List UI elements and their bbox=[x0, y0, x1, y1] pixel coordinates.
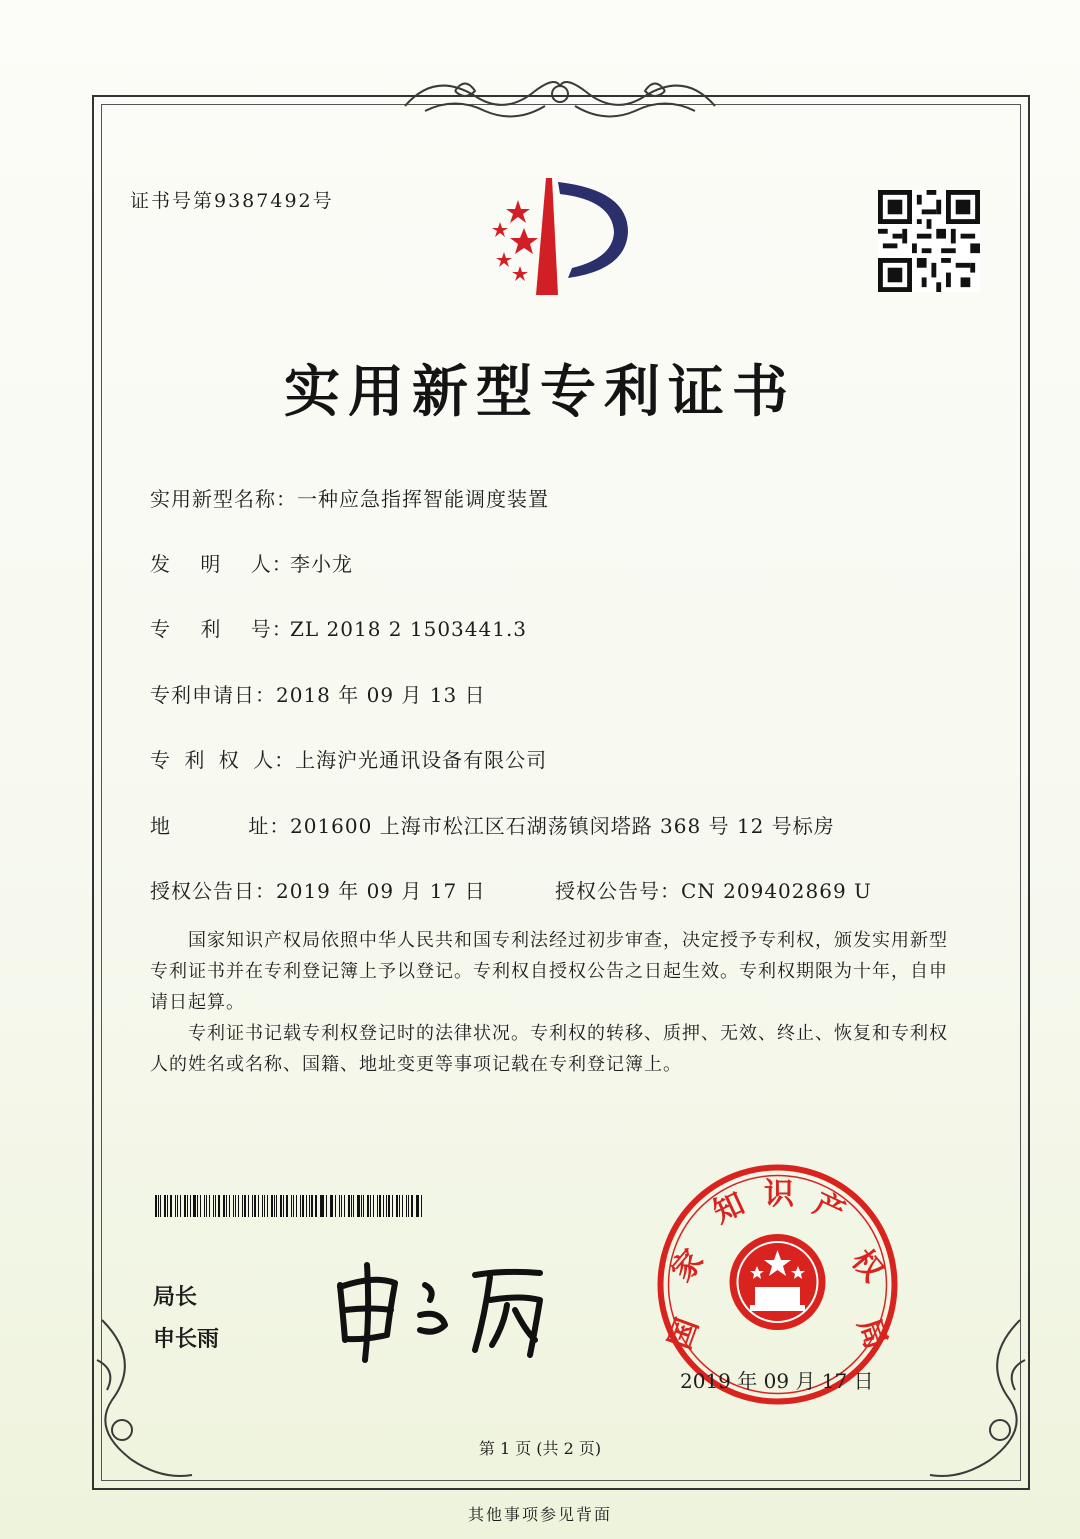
barcode-bar bbox=[248, 1195, 249, 1217]
barcode-bar bbox=[180, 1195, 182, 1217]
field-value: 李小龙 bbox=[290, 552, 353, 576]
corner-ornament-icon bbox=[920, 1300, 1040, 1500]
patent-number-field bbox=[150, 613, 527, 642]
svg-text:国: 国 bbox=[662, 1313, 706, 1354]
certificate-title: 实用新型专利证书 bbox=[284, 359, 796, 425]
barcode-bar bbox=[193, 1195, 195, 1217]
field-value: ZL 2018 2 1503441.3 bbox=[290, 617, 528, 641]
field-label: 专 利 号： bbox=[150, 617, 293, 641]
barcode-bar bbox=[341, 1195, 343, 1217]
signatory-title: 局长 bbox=[153, 1285, 198, 1310]
svg-text:权: 权 bbox=[844, 1243, 891, 1289]
barcode-bar bbox=[229, 1195, 230, 1217]
field-label: 专 利 权 人： bbox=[150, 748, 296, 772]
barcode-bar bbox=[267, 1195, 268, 1217]
barcode-bar bbox=[361, 1195, 362, 1217]
field-value: 2018 年 09 月 13 日 bbox=[276, 683, 486, 707]
barcode-bar bbox=[160, 1195, 161, 1217]
barcode bbox=[155, 1195, 425, 1217]
signatory-name: 申长雨 bbox=[153, 1327, 220, 1352]
field-label: 地 址： bbox=[150, 814, 291, 838]
barcode-bar bbox=[233, 1195, 235, 1217]
seal-date: 2019 年 09 月 17 日 bbox=[680, 1369, 874, 1393]
barcode-bar bbox=[330, 1195, 331, 1217]
barcode-bar bbox=[286, 1195, 288, 1217]
field-value: 2019 年 09 月 17 日 bbox=[276, 879, 486, 903]
barcode-bar bbox=[271, 1195, 273, 1217]
field-label: 授权公告日： bbox=[150, 879, 276, 903]
barcode-bar bbox=[204, 1195, 205, 1217]
inventor-field bbox=[150, 548, 353, 577]
barcode-bar bbox=[158, 1195, 159, 1217]
barcode-bar bbox=[264, 1195, 266, 1217]
barcode-bar bbox=[370, 1195, 372, 1217]
field-label: 实用新型名称： bbox=[150, 487, 297, 511]
barcode-bar bbox=[377, 1195, 378, 1217]
barcode-bar bbox=[344, 1195, 345, 1217]
address-field bbox=[150, 810, 835, 839]
barcode-bar bbox=[417, 1195, 419, 1217]
barcode-bar bbox=[184, 1195, 186, 1217]
ornament-top-icon bbox=[395, 66, 725, 126]
barcode-bar bbox=[406, 1195, 407, 1217]
barcode-bar bbox=[309, 1195, 310, 1217]
handwritten-signature bbox=[325, 1255, 565, 1365]
barcode-bar bbox=[353, 1195, 354, 1217]
svg-text:局: 局 bbox=[850, 1313, 894, 1354]
barcode-bar bbox=[254, 1195, 256, 1217]
application-date-field bbox=[150, 679, 486, 708]
barcode-bar bbox=[244, 1195, 246, 1217]
svg-text:家: 家 bbox=[664, 1243, 711, 1289]
barcode-bar bbox=[363, 1195, 364, 1217]
barcode-bar bbox=[197, 1195, 198, 1217]
barcode-bar bbox=[402, 1195, 404, 1217]
footer-note: 其他事项参见背面 bbox=[467, 1505, 612, 1524]
barcode-bar bbox=[339, 1195, 340, 1217]
barcode-bar bbox=[209, 1195, 211, 1217]
svg-text:知: 知 bbox=[707, 1186, 750, 1231]
barcode-bar bbox=[175, 1195, 176, 1217]
barcode-bar bbox=[321, 1195, 323, 1217]
page-indicator: 第 1 页 (共 2 页) bbox=[478, 1439, 602, 1458]
barcode-bar bbox=[206, 1195, 207, 1217]
qr-code-icon bbox=[878, 190, 980, 292]
barcode-bar bbox=[392, 1195, 393, 1217]
barcode-bar bbox=[274, 1195, 275, 1217]
field-label: 授权公告号： bbox=[555, 879, 681, 903]
barcode-bar bbox=[242, 1195, 244, 1217]
barcode-bar bbox=[386, 1195, 387, 1217]
barcode-bar bbox=[335, 1195, 336, 1217]
barcode-bar bbox=[190, 1195, 191, 1217]
barcode-bar bbox=[187, 1195, 188, 1217]
field-value: CN 209402869 U bbox=[681, 879, 872, 903]
barcode-bar bbox=[383, 1195, 384, 1217]
barcode-bar bbox=[421, 1195, 422, 1217]
field-label: 发 明 人： bbox=[150, 552, 293, 576]
barcode-bar bbox=[306, 1195, 307, 1217]
field-value: 上海沪光通讯设备有限公司 bbox=[295, 748, 548, 772]
legal-paragraph: 专利证书记载专利权登记时的法律状况。专利权的转移、质押、无效、终止、恢复和专利权人的姓名或名称、国籍、地址变更等事项记载在专利登记簿上。 bbox=[150, 1023, 948, 1075]
certificate-number: 证书号第9387492号 bbox=[130, 190, 334, 212]
patentee-field bbox=[150, 744, 547, 773]
barcode-bar bbox=[167, 1195, 168, 1217]
barcode-bar bbox=[252, 1195, 253, 1217]
utility-model-name-field bbox=[150, 483, 549, 512]
barcode-bar bbox=[215, 1195, 216, 1217]
barcode-bar bbox=[367, 1195, 369, 1217]
barcode-bar bbox=[411, 1195, 413, 1217]
barcode-bar bbox=[357, 1195, 359, 1217]
svg-text:产: 产 bbox=[808, 1186, 851, 1231]
barcode-bar bbox=[164, 1195, 166, 1217]
grant-number-field bbox=[555, 875, 872, 904]
barcode-bar bbox=[200, 1195, 202, 1217]
barcode-bar bbox=[280, 1195, 282, 1217]
barcode-bar bbox=[223, 1195, 225, 1217]
barcode-bar bbox=[296, 1195, 297, 1217]
barcode-bar bbox=[320, 1195, 321, 1217]
barcode-bar bbox=[226, 1195, 227, 1217]
field-value: 201600 上海市松江区石湖荡镇闵塔路 368 号 12 号标房 bbox=[290, 814, 835, 838]
barcode-bar bbox=[291, 1195, 292, 1217]
barcode-bar bbox=[177, 1195, 178, 1217]
barcode-bar bbox=[155, 1195, 157, 1217]
barcode-bar bbox=[302, 1195, 304, 1217]
barcode-bar bbox=[311, 1195, 313, 1217]
barcode-bar bbox=[408, 1195, 409, 1217]
field-label: 专利申请日： bbox=[150, 683, 276, 707]
barcode-bar bbox=[276, 1195, 277, 1217]
barcode-bar bbox=[315, 1195, 317, 1217]
barcode-bar bbox=[258, 1195, 259, 1217]
legal-paragraph: 国家知识产权局依照中华人民共和国专利法经过初步审查，决定授予专利权，颁发实用新型专利证书并在专利登记簿上予以登记。专利权自授权公告之日起生效。专利权期限为十年，自申请日起算。 bbox=[150, 930, 948, 1013]
barcode-bar bbox=[348, 1195, 350, 1217]
svg-text:识: 识 bbox=[764, 1177, 794, 1212]
national-emblem-icon bbox=[730, 1234, 826, 1330]
grant-date-field bbox=[150, 875, 486, 904]
barcode-bar bbox=[388, 1195, 390, 1217]
field-value: 一种应急指挥智能调度装置 bbox=[297, 487, 549, 511]
patent-office-logo-icon bbox=[478, 170, 643, 298]
barcode-bar bbox=[396, 1195, 398, 1217]
barcode-bar bbox=[213, 1195, 214, 1217]
barcode-bar bbox=[326, 1195, 327, 1217]
barcode-bar bbox=[293, 1195, 295, 1217]
barcode-bar bbox=[262, 1195, 263, 1217]
barcode-bar bbox=[235, 1195, 236, 1217]
barcode-bar bbox=[351, 1195, 352, 1217]
barcode-bar bbox=[416, 1195, 417, 1217]
barcode-bar bbox=[399, 1195, 400, 1217]
barcode-bar bbox=[373, 1195, 374, 1217]
barcode-bar bbox=[170, 1195, 172, 1217]
barcode-bar bbox=[379, 1195, 381, 1217]
barcode-bar bbox=[283, 1195, 284, 1217]
barcode-bar bbox=[331, 1195, 333, 1217]
barcode-bar bbox=[238, 1195, 239, 1217]
barcode-bar bbox=[218, 1195, 220, 1217]
barcode-bar bbox=[300, 1195, 301, 1217]
